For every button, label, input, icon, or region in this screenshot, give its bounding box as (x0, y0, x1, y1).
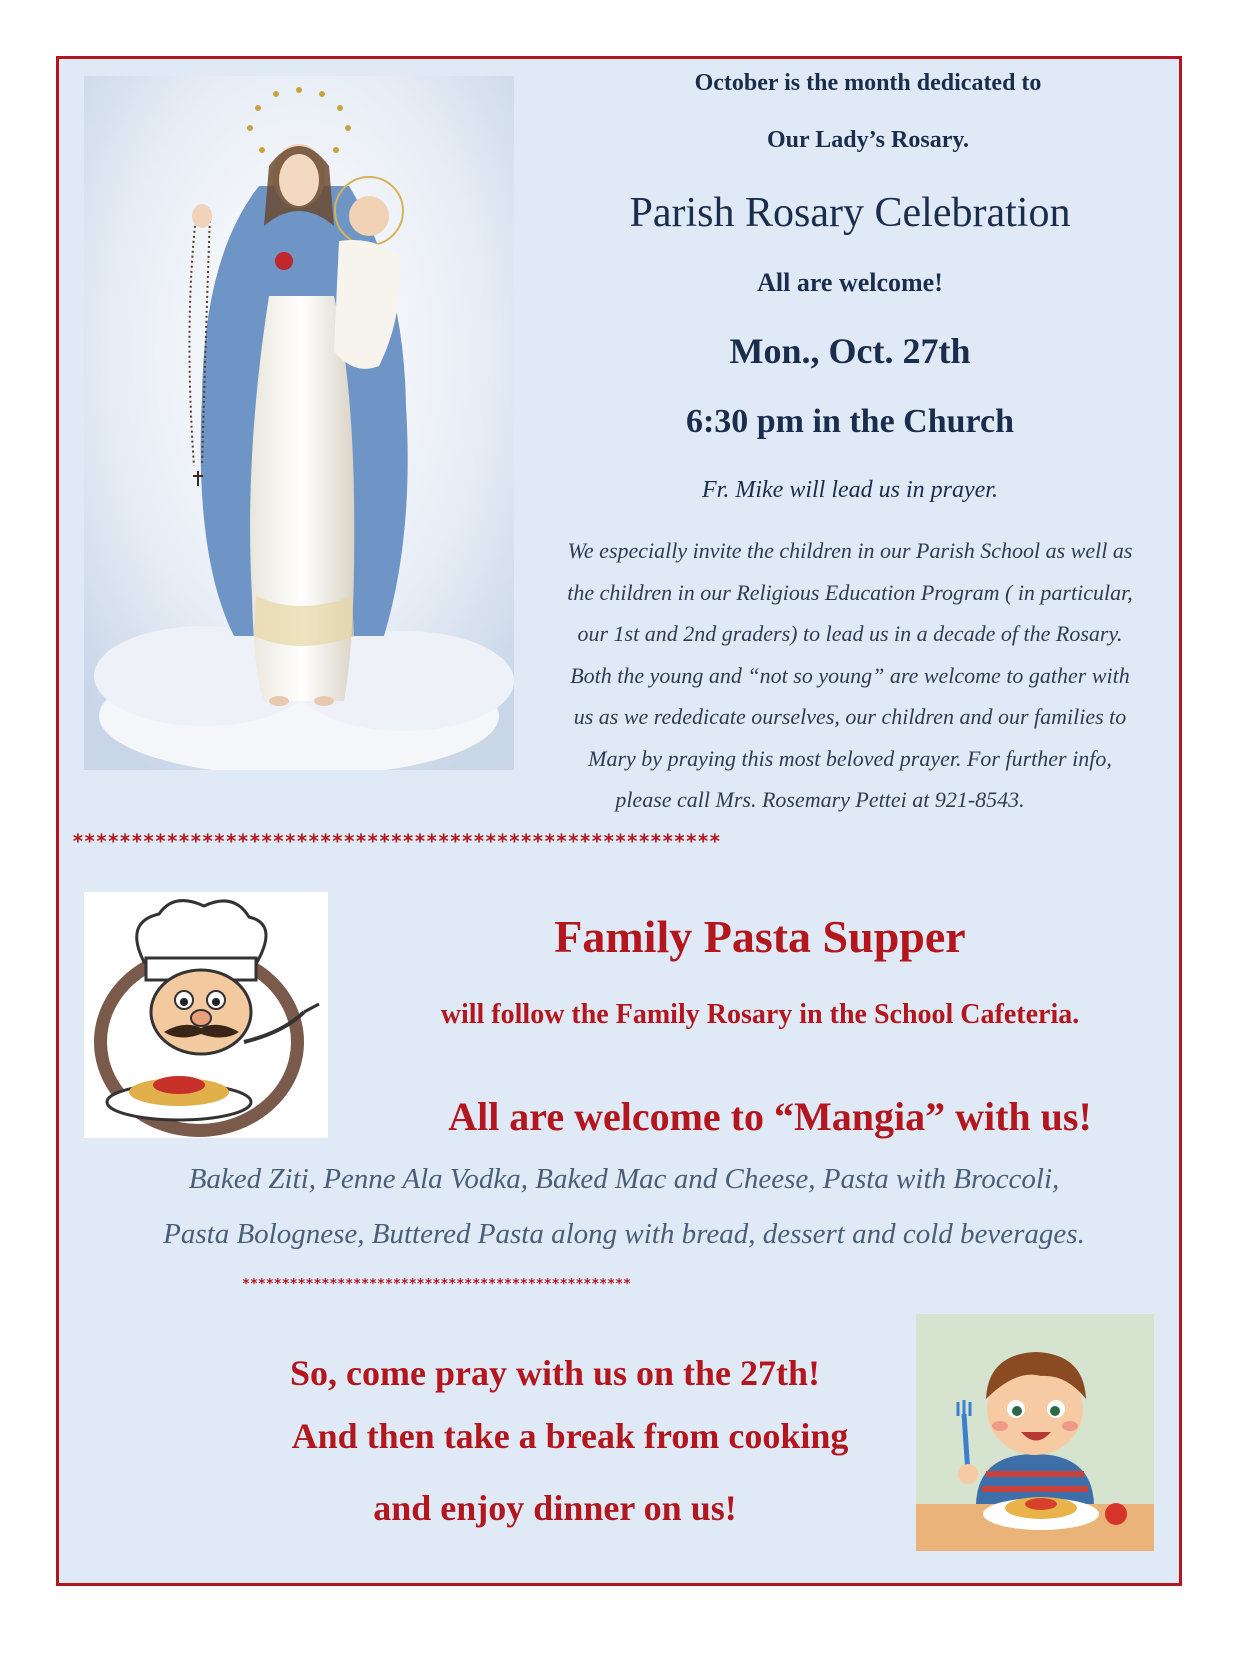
supper-welcome: All are welcome to “Mangia” with us! (448, 1094, 1092, 1139)
menu-line-2: Pasta Bolognese, Buttered Pasta along with bread, dessert and cold beverages. (163, 1218, 1085, 1250)
chef-cartoon-image (84, 892, 328, 1138)
invitation-line: Mary by praying this most beloved prayer. For further info, (588, 745, 1112, 771)
closing-line-3: and enjoy dinner on us! (373, 1488, 737, 1528)
closing-line-1: So, come pray with us on the 27th! (289, 1353, 820, 1393)
invitation-line: Both the young and “not so young” are welcome to gather with (570, 662, 1130, 688)
event-date: Mon., Oct. 27th (729, 331, 971, 371)
rosary-welcome: All are welcome! (757, 268, 943, 297)
invitation-paragraph (510, 530, 1190, 821)
invitation-line: us as we rededicate ourselves, our children and our families to (573, 704, 1127, 729)
closing-line-2: And then take a break from cooking (291, 1416, 849, 1456)
supper-subtitle: will follow the Family Rosary in the School Cafeteria. (440, 999, 1080, 1030)
rosary-title: Parish Rosary Celebration (629, 190, 1071, 236)
supper-title: Family Pasta Supper (554, 911, 966, 962)
madonna-and-child-image (84, 76, 514, 770)
intro-line-1: October is the month dedicated to (694, 70, 1042, 96)
invitation-line: please call Mrs. Rosemary Pettei at 921-8543. (615, 787, 1025, 812)
divider-long: ******************************************************* (72, 830, 721, 853)
divider-short: ************************************************* (242, 1277, 632, 1292)
invitation-line: We especially invite the children in our Parish School as well as (567, 538, 1133, 563)
intro-line-2: Our Lady’s Rosary. (766, 127, 970, 153)
invitation-line: our 1st and 2nd graders) to lead us in a decade of the Rosary. (577, 621, 1123, 646)
invitation-line: the children in our Religious Education Program ( in particular, (567, 579, 1133, 605)
event-time-place: 6:30 pm in the Church (685, 403, 1015, 440)
prayer-leader: Fr. Mike will lead us in prayer. (702, 477, 998, 503)
child-eating-spaghetti-image (916, 1314, 1154, 1551)
menu-line-1: Baked Ziti, Penne Ala Vodka, Baked Mac and Cheese, Pasta with Broccoli, (188, 1163, 1060, 1195)
